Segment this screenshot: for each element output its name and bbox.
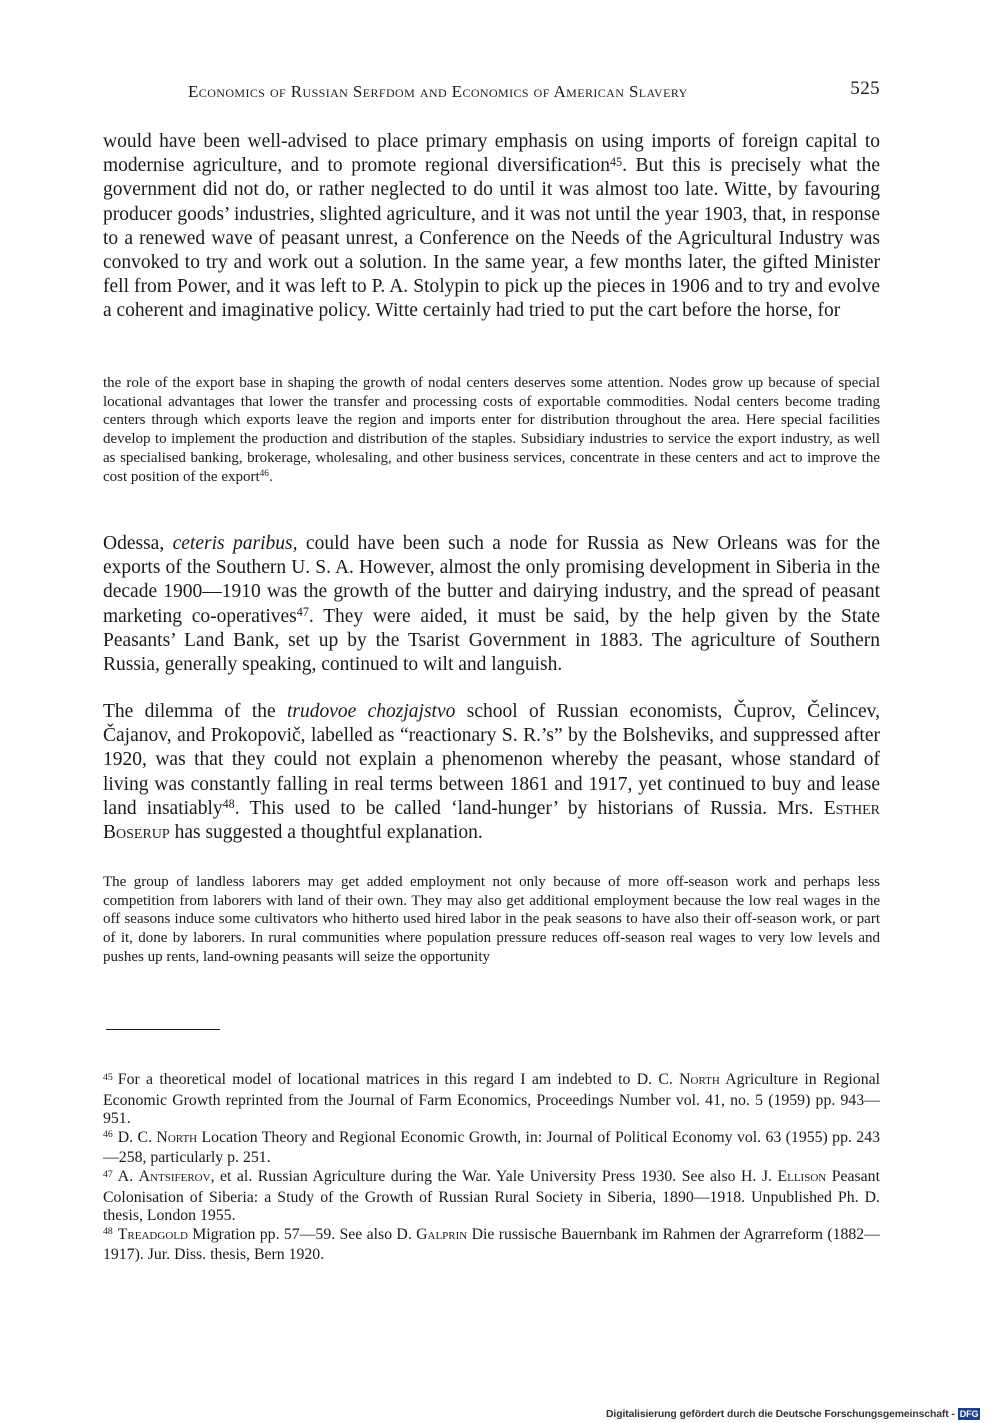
quote-text: the role of the export base in shaping the growth of nodal centers deserves some attention. Nodes grow up because of special locational advantages that lower the transfer and processing costs of exportable commodities. Nodal centers become trading centers through which exports leave the region and imports enter for distribution throughout the area. Here special facilities develop to implement the production and distribution of the staples. Subsidiary industries to service the export industry, as well as specialised banking, brokerage, wholesaling, and other business services, concentrate in these centers and act to improve the cost position of the export (103, 375, 880, 485)
quote-text: . (268, 468, 273, 485)
credit-text: Digitalisierung gefördert durch die Deutsche Forschungsgemeinschaft - (606, 1408, 955, 1420)
body-paragraph-2 (103, 532, 880, 677)
footnote-ref-48[interactable]: 48 (222, 797, 235, 812)
paragraph-text: Odessa, (103, 533, 173, 554)
paragraph-text: . This used to be called ‘land-hunger’ by historians of Russia. Mrs. (234, 797, 824, 819)
footnote-ref-45[interactable]: 45 (609, 154, 623, 169)
footnotes (103, 1071, 880, 1265)
author-name: Galprin (416, 1225, 468, 1243)
paragraph-text: has suggested a thoughtful explanation. (169, 822, 483, 844)
footnote-text: D. C. (117, 1128, 157, 1146)
paragraph-text: school of Russian economists, Čuprov, Čelincev, Čajanov, and Prokopovič, labelled as “reactionary S. R.’s” by the Bolsheviks, and suppressed after 1920, was that they could not explain a phenomenon whereby the peasant, whose standard of living was constantly falling in real terms between 1861 and 1917, yet continued to buy and lease land insatiably (103, 701, 880, 819)
paragraph-text: The dilemma of the (103, 701, 287, 722)
footnote-text: Die russische Bauernbank im Rahmen der Agrarreform (1882—1917). Jur. Diss. thesis, Bern 1920. (103, 1225, 880, 1264)
footnote-separator (106, 1029, 220, 1030)
paragraph-text: could have been such a node for Russia as New Orleans was for the exports of the Southern U. S. A. However, almost the only promising development in Siberia in the decade 1900—1910 was the growth of the butter and dairying industry, and the spread of peasant marketing co-operatives (103, 533, 880, 627)
paragraph-text: . They were aided, it must be said, by the help given by the State Peasants’ Land Bank, set up by the Tsarist Government in 1883. The agriculture of Southern Russia, generally speaking, continued to wilt and languish. (103, 605, 881, 676)
footnote-46 (103, 1129, 880, 1168)
footnote-47 (103, 1168, 880, 1226)
dfg-logo: DFG (959, 1409, 979, 1419)
author-name: North (156, 1128, 198, 1146)
footnote-text: , et al. Russian Agriculture during the War. Yale University Press 1930. See also H. J. (210, 1167, 778, 1185)
block-quote-2 (103, 873, 880, 967)
author-name: Treadgold (117, 1225, 188, 1243)
footnote-ref-46[interactable]: 46 (259, 469, 269, 480)
paragraph-text: . But this is precisely what the government did not do, or rather neglected to do until it was almost too late. Witte, by favouring producer goods’ industries, slighted agriculture, and it was not until the year 1903, that, in response to a renewed wave of peasant unrest, a Conference on the Needs of the Agricultural Industry was convoked to try and work out a solution. In the same year, a few months later, the gifted Minister fell from Power, and it was left to P. A. Stolypin to pick up the pieces in 1906 and to try and evolve a coherent and imaginative policy. Witte certainly had tried to put the cart before the horse, for (103, 155, 880, 322)
footnote-number: 47 (103, 1168, 113, 1180)
footnote-text: Peasant Colonisation of Siberia: a Study of the Growth of Russian Rural Society in Siberia, 1890—1918. Unpublished Ph. D. thesis, London 1955. (103, 1167, 880, 1225)
footnote-text: Agriculture in Regional Economic Growth reprinted from the Journal of Farm Economics, Proceedings Number vol. 41, no. 5 (1959) pp. 943—951. (103, 1071, 880, 1128)
author-name: Antsiferov (138, 1167, 211, 1185)
footnote-text: Migration pp. 57—59. See also D. (187, 1225, 417, 1243)
author-name: Esther Boserup (103, 797, 880, 844)
footnote-text: Location Theory and Regional Economic Growth, in: Journal of Political Economy vol. 63 (1955) pp. 243—258, particularly p. 251. (103, 1128, 881, 1167)
footnote-45 (103, 1071, 880, 1129)
footnote-number: 45 (103, 1071, 113, 1083)
paragraph-text: would have been well-advised to place primary emphasis on using imports of foreign capital to modernise agriculture, and to promote regional diversification (103, 131, 880, 177)
author-name: North (679, 1071, 720, 1088)
author-name: Ellison (777, 1167, 827, 1185)
block-quote-1 (103, 374, 880, 486)
footnote-text: A. (117, 1167, 139, 1185)
footnote-text: For a theoretical model of locational matrices in this regard I am indebted to D. C. (117, 1071, 680, 1088)
italic-phrase: trudovoe chozjajstvo (286, 701, 456, 722)
running-title: Economics of Russian Serfdom and Economics of American Slavery (188, 82, 688, 101)
quote-text: The group of landless laborers may get added employment not only because of more off-season work and perhaps less competition from laborers with land of their own. They may also get additional employment because the low real wages in the off seasons induce some cultivators who hitherto used hired labor in the peak seasons to have also their off-season work, or part of it, done by laborers. In rural communities where population pressure reduces off-season real wages to very low levels and pushes up rents, land-owning peasants will seize the opportunity (103, 874, 880, 965)
page-number: 525 (850, 78, 880, 99)
body-paragraph-3 (103, 700, 880, 845)
body-paragraph-1 (103, 130, 880, 324)
italic-phrase: ceteris paribus, (172, 533, 298, 554)
footnote-48 (103, 1226, 880, 1265)
footnote-number: 46 (103, 1129, 113, 1141)
footnote-number: 48 (103, 1226, 113, 1238)
page-header (103, 78, 880, 108)
digitization-credit (606, 1408, 980, 1421)
footnote-ref-47[interactable]: 47 (296, 605, 309, 620)
